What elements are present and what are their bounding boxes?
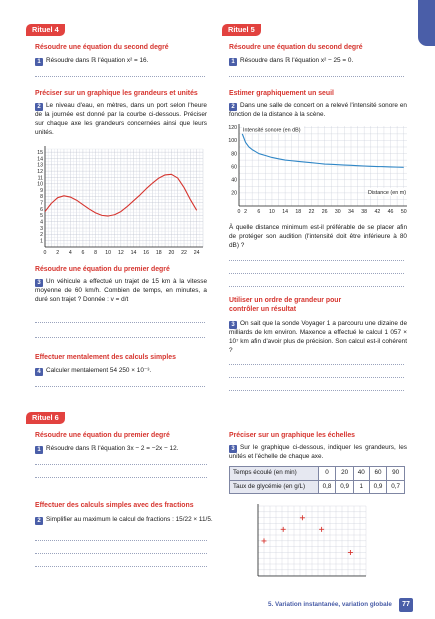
chapter-footer: 5. Variation instantanée, variation globale [268,601,392,608]
y-tick-label: 60 [231,164,237,171]
answer-line [229,76,404,77]
table-row [230,467,405,481]
answer-line [35,553,207,554]
y-tick-label: 5 [40,213,43,220]
y-tick-label: 6 [40,206,43,213]
ritual-4-exercise-3 [35,278,207,305]
water-level-chart [31,143,208,258]
exercise-4-text: Calculer mentalement 54 250 × 10⁻³. [46,367,152,374]
x-tick-label: 30 [334,209,341,215]
answer-line [229,286,404,287]
exercise-number-badge: 2 [35,517,43,525]
data-point [348,550,353,555]
x-tick-label: 22 [181,250,187,256]
exercise-3-text: Un véhicule a effectué un trajet de 15 km à la vitesse moyenne de 60 km/h. Combien de temps, en minutes, a duré son trajet ? Donnée : v = d/t [35,278,207,303]
x-tick-label: 2 [244,209,248,215]
exercise-number-badge: 3 [35,279,43,287]
answer-line [35,322,205,323]
y-tick-label: 120 [228,125,237,132]
table-cell: 0,9 [369,480,387,494]
exercise-2-text: Dans une salle de concert on a relevé l'intensité sonore en fonction de la distance à la scène. [229,102,407,118]
ritual-4-tab: Rituel 4 [26,24,65,36]
ritual-5-section-3-title: Utiliser un ordre de grandeur pour contrôler un résultat [229,297,342,313]
answer-line [35,477,207,478]
x-tick-label: 4 [68,250,72,256]
answer-line [35,566,207,567]
x-tick-label: 20 [168,250,175,256]
exercise-number-badge: 2 [229,103,237,111]
ritual-5-exercise-2 [229,102,407,120]
y-tick-label: 1 [40,238,43,245]
x-tick-label: 0 [43,250,47,256]
x-tick-label: 34 [348,209,354,215]
ritual-4-exercise-2 [35,102,207,137]
table-cell: 0,9 [336,480,354,494]
ritual-6-exercise-1 [35,445,215,454]
page-number: 77 [399,598,413,612]
answer-line [229,364,404,365]
data-point [281,527,286,532]
exercise-number-badge: 1 [35,58,43,66]
x-tick-label: 38 [361,209,368,215]
y-tick-label: 11 [37,175,43,182]
answer-line [229,390,404,391]
ritual-4-exercise-4 [35,367,207,376]
ritual-5-exercise-2-question: À quelle distance minimum est-il préférable de se placer afin de protéger son audition (l'intensité doit être inférieure à 80 dB) ? [229,224,407,249]
exercise-1-text: Résoudre dans ℝ l'équation x² = 16. [46,57,149,64]
y-tick-label: 13 [37,162,43,169]
y-tick-label: 80 [231,151,237,158]
x-tick-label: 22 [308,209,315,215]
x-tick-label: 18 [155,250,162,256]
y-tick-label: 7 [40,200,43,207]
answer-line [35,540,207,541]
answer-line [35,337,205,338]
x-tick-label: 18 [295,209,302,215]
table-cell: 1 [353,480,369,494]
y-axis-title: Intensité sonore (en dB) [243,127,301,134]
exercise-number-badge: 3 [229,321,237,329]
exercise-number-badge: 4 [35,368,43,376]
ritual-6-section-2-title: Effectuer des calculs simples avec des fractions [35,502,194,509]
x-tick-label: 42 [374,209,381,215]
ritual-5-exercise-1 [229,57,407,66]
exercise-1-text: Résoudre dans ℝ l'équation 3x − 2 = −2x − 12. [46,445,179,452]
x-tick-label: 8 [94,250,98,256]
y-tick-label: 20 [231,190,237,197]
x-tick-label: 6 [257,209,261,215]
x-tick-label: 6 [81,250,85,256]
answer-line [229,377,404,378]
y-tick-label: 40 [231,177,237,184]
x-tick-label: 2 [56,250,60,256]
y-tick-label: 12 [37,168,43,175]
ritual-4-section-3-title: Résoudre une équation du premier degré [35,266,170,273]
data-point [262,538,267,543]
table-cell: 60 [369,467,387,481]
table-cell: 0,8 [318,480,336,494]
y-tick-label: 2 [40,232,43,239]
sound-intensity-curve [242,134,403,167]
x-tick-label: 14 [130,250,137,256]
ritual-5-section-1-title: Résoudre une équation du second degré [229,44,363,51]
answer-line [35,76,205,77]
ritual-6-exercise-3 [229,444,407,462]
ritual-4-section-4-title: Effectuer mentalement des calculs simples [35,354,176,361]
exercise-2-text: Le niveau d'eau, en mètres, dans un port selon l'heure de la journée est donné par la courbe ci-dessous. Préciser sur chaque axe les grandeurs concernées ainsi que leurs unités. [35,102,207,136]
y-tick-label: 100 [228,138,237,145]
x-tick-label: 10 [105,250,112,256]
answer-line [35,386,205,387]
ritual-6-exercise-2 [35,516,217,525]
glycemia-scatter-chart [250,502,370,582]
data-point [319,527,324,532]
ritual-5-section-2-title: Estimer graphiquement un seuil [229,90,334,97]
ritual-6-section-1-title: Résoudre une équation du premier degré [35,432,170,439]
ritual-5-tab: Rituel 5 [222,24,261,36]
x-tick-label: 0 [237,209,241,215]
x-tick-label: 46 [387,209,394,215]
exercise-3-text: On sait que la sonde Voyager 1 a parcouru une dizaine de milliards de km environ. Maxence a effectué le calcul 1 057 × 10⁷ km afin d'avoir plus de précision. Son calcul est-il cohérent ? [229,320,407,354]
exercise-number-badge: 1 [229,58,237,66]
ritual-5-exercise-3 [229,320,407,355]
exercise-1-text: Résoudre dans ℝ l'équation x² − 25 = 0. [240,57,354,64]
x-tick-label: 14 [282,209,289,215]
y-tick-label: 15 [37,149,43,156]
table-row [230,480,405,494]
exercise-number-badge: 3 [229,445,237,453]
y-tick-label: 8 [40,194,43,201]
exercise-3-text: Sur le graphique ci-dessous, indiquer les grandeurs, les unités et l'échelle de chaque axe. [229,444,407,460]
y-tick-label: 4 [40,219,43,226]
exercise-number-badge: 1 [35,446,43,454]
x-tick-label: 26 [321,209,328,215]
y-tick-label: 9 [40,187,43,194]
y-tick-label: 10 [37,181,43,188]
x-axis-title: Distance (en m) [367,189,406,196]
answer-line [229,260,404,261]
ritual-4-exercise-1 [35,57,210,66]
x-tick-label: 24 [193,250,200,256]
table-row-label: Taux de glycémie (en g/L) [230,480,319,494]
answer-line [35,464,207,465]
table-cell: 0,7 [387,480,405,494]
table-cell: 0 [318,467,336,481]
exercise-number-badge: 2 [35,103,43,111]
table-cell: 90 [387,467,405,481]
sound-intensity-chart [225,121,411,219]
x-tick-label: 16 [143,250,150,256]
chapter-side-tab [418,0,435,46]
data-point [300,515,305,520]
table-row-label: Temps écoulé (en min) [230,467,319,481]
exercise-2-text: Simplifier au maximum le calcul de fractions : 15/22 × 11/5. [46,516,213,523]
y-tick-label: 14 [37,156,43,163]
ritual-6-tab: Rituel 6 [26,412,65,424]
x-tick-label: 50 [400,209,407,215]
answer-line [229,273,404,274]
x-tick-label: 12 [117,250,124,256]
y-tick-label: 3 [40,225,43,232]
table-cell: 20 [336,467,354,481]
glycemia-table [229,466,405,494]
ritual-6-section-3-title: Préciser sur un graphique les échelles [229,432,355,439]
table-cell: 40 [353,467,369,481]
x-tick-label: 10 [269,209,275,215]
ritual-4-section-1-title: Résoudre une équation du second degré [35,44,169,51]
ritual-4-section-2-title: Préciser sur un graphique les grandeurs et unités [35,90,198,97]
